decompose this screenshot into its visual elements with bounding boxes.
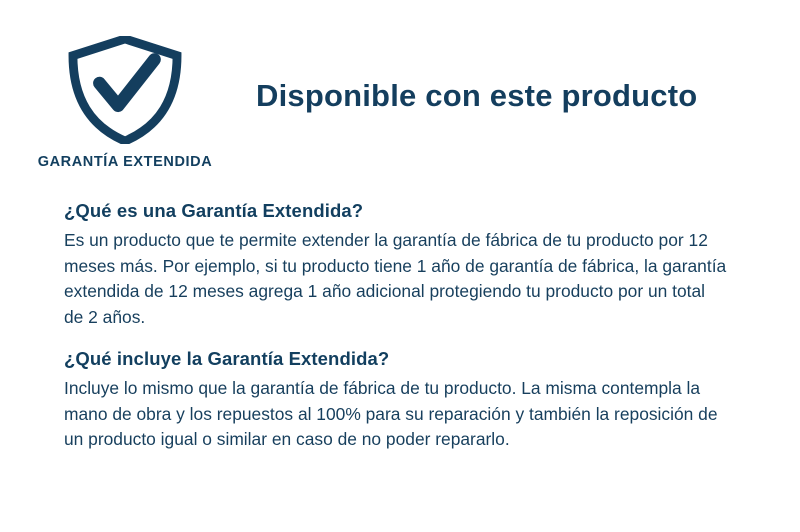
section-what-includes (64, 348, 744, 453)
extended-warranty-badge (0, 30, 250, 170)
section-heading: ¿Qué es una Garantía Extendida? (64, 200, 364, 221)
section-heading: ¿Qué incluye la Garantía Extendida? (64, 348, 390, 370)
header (0, 30, 800, 180)
badge-caption: GARANTÍA EXTENDIDA (37, 154, 213, 170)
section-body: Incluye lo mismo que la garantía de fábrica de tu producto. La misma contempla la mano de obra y los repuestos al 100% para su reparación y también la reposición de un producto igual o similar en caso de no poder repararlo. (64, 378, 718, 450)
shield-check-icon (66, 36, 184, 144)
page-title: Disponible con este producto (256, 78, 698, 113)
section-what-is (64, 200, 744, 330)
content (64, 200, 744, 471)
section-body: Es un producto que te permite extender la garantía de fábrica de tu producto por 12 meses más. Por ejemplo, si tu producto tiene 1 año de garantía de fábrica, la garantía extendida de 12 meses agrega 1 año adicional protegiendo tu producto por un total de 2 años. (64, 230, 727, 327)
